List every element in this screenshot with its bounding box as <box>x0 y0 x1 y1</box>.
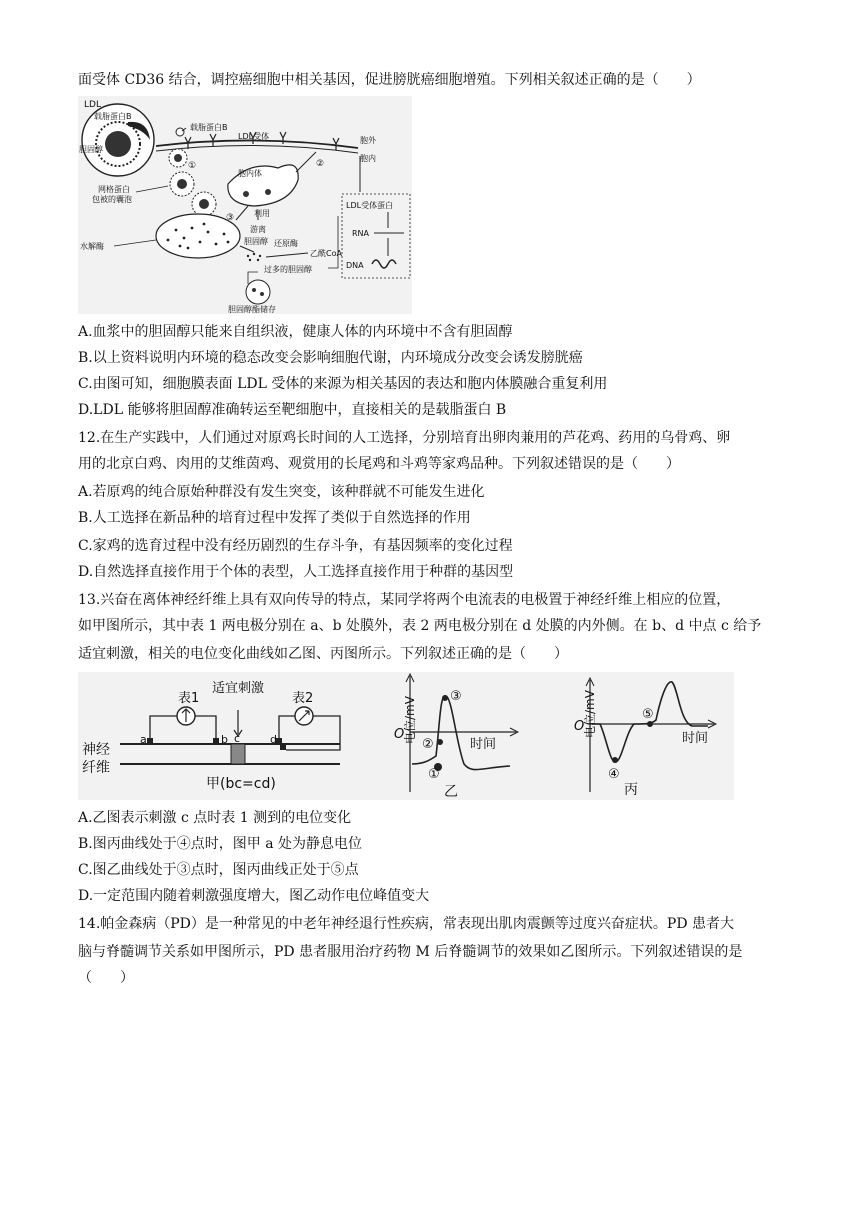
point-d-label: d <box>270 733 277 746</box>
q11-option-b: B.以上资料说明内环境的稳态改变会影响细胞代谢，内环境成分改变会诱发膀胱癌 <box>78 350 583 366</box>
step2-label: ② <box>316 159 325 169</box>
q12-option-b: B.人工选择在新品种的培育过程中发挥了类似于自然选择的作用 <box>78 510 471 526</box>
cholesterol-label: 胆固醇 <box>79 145 103 154</box>
reductase-label: 还原酶 <box>274 239 298 248</box>
storage-label: 胆固醇酯储存 <box>228 305 276 314</box>
dna-label: DNA <box>346 261 364 270</box>
q12-stem-2: 用的北京白鸡、肉用的艾维茵鸡、观赏用的长尾鸡和斗鸡等家鸡品种。下列叙述错误的是（ ） <box>78 456 680 472</box>
q14-stem-2: 脑与脊髓调节关系如甲图所示，PD 患者服用治疗药物 M 后脊髓调节的效果如乙图所示。下列叙述错误的是 <box>78 944 743 960</box>
apob-inner-label: 载脂蛋白B <box>94 112 132 121</box>
acetyl-coa-label: 乙酰CoA <box>310 249 342 258</box>
q13-option-d: D.一定范围内随着刺激强度增大，图乙动作电位峰值变大 <box>78 888 430 904</box>
ldl-diagram <box>78 96 412 314</box>
figure-yi-label: 乙 <box>444 784 458 800</box>
point-a-label: a <box>140 733 147 746</box>
q14-stem-1: 14.帕金森病（PD）是一种常见的中老年神经退行性疾病，常表现出肌肉震颤等过度兴奋症状。PD 患者大 <box>78 916 735 932</box>
q12-option-c: C.家鸡的选育过程中没有经历剧烈的生存斗争，有基因频率的变化过程 <box>78 538 513 554</box>
clathrin-label-2: 包被的囊泡 <box>92 195 132 204</box>
yi-origin-label: O <box>394 727 405 742</box>
step3-label: ③ <box>226 213 235 223</box>
rna-label: RNA <box>352 229 370 238</box>
q12-option-a: A.若原鸡的纯合原始种群没有发生突变，该种群就不可能发生进化 <box>78 484 485 500</box>
ldl-label: LDL <box>84 100 101 110</box>
inside-label: 胞内 <box>360 154 376 163</box>
q13-option-c: C.图乙曲线处于③点时，图丙曲线正处于⑤点 <box>78 862 359 878</box>
stimulus-label: 适宜刺激 <box>212 681 265 696</box>
figure-bing-label: 丙 <box>624 782 638 798</box>
figure-jia-label: 甲(bc=cd) <box>206 776 276 792</box>
point-c-label: c <box>234 732 241 745</box>
nerve-fiber-diagram <box>82 680 340 792</box>
q13-stem-2: 如甲图所示，其中表 1 两电极分别在 a、b 处膜外，表 2 两电极分别在 d 处膜的内外侧。在 b、d 中点 c 给予 <box>78 618 762 634</box>
ldl-receptor-label: LDL受体 <box>238 132 270 141</box>
yi-point2-label: ② <box>422 737 434 752</box>
nerve-label-1: 神经 <box>82 742 110 758</box>
step1-label: ① <box>188 161 197 171</box>
apob-label: 载脂蛋白B <box>190 123 228 132</box>
q11-option-d: D.LDL 能够将胆固醇准确转运至靶细胞中，直接相关的是载脂蛋白 B <box>78 402 507 418</box>
bing-yaxis-label: 电位/mV <box>583 690 597 738</box>
outside-label: 胞外 <box>360 136 376 145</box>
bing-point5-label: ⑤ <box>642 707 654 722</box>
q11-stem-tail: 面受体 CD36 结合，调控癌细胞中相关基因，促进膀胱癌细胞增殖。下列相关叙述正确的是（ ） <box>78 72 701 88</box>
meter2-label: 表2 <box>292 691 314 706</box>
yi-point3-label: ③ <box>450 689 462 704</box>
clathrin-label-1: 网格蛋白 <box>98 185 130 194</box>
bing-point4-label: ④ <box>608 767 620 782</box>
yi-xaxis-label: 时间 <box>470 737 497 752</box>
q13-option-a: A.乙图表示刺激 c 点时表 1 测到的电位变化 <box>78 810 352 826</box>
yi-yaxis-label: 电位/mV <box>403 696 417 744</box>
free-label-2: 胆固醇 <box>244 237 268 246</box>
lysosome-enzyme-label: 水解酶 <box>80 242 104 251</box>
meter1-label: 表1 <box>178 691 200 706</box>
ldl-receptor-protein-label: LDL受体蛋白 <box>346 201 394 210</box>
bing-xaxis-label: 时间 <box>682 731 709 746</box>
q13-option-b: B.图丙曲线处于④点时，图甲 a 处为静息电位 <box>78 836 362 852</box>
free-label-1: 游离 <box>250 225 266 234</box>
q13-stem-3: 适宜刺激，相关的电位变化曲线如乙图、丙图所示。下列叙述正确的是（ ） <box>78 646 568 662</box>
excess-label: 过多的胆固醇 <box>264 265 312 274</box>
q13-stem-1: 13.兴奋在离体神经纤维上具有双向传导的特点，某同学将两个电流表的电极置于神经纤维上相应的位置， <box>78 592 731 608</box>
endosome-label: 胞内体 <box>238 169 262 178</box>
use-label: 利用 <box>254 209 270 218</box>
nerve-label-2: 纤维 <box>82 760 110 776</box>
potential-curve-bing <box>574 678 716 798</box>
point-b-label: b <box>221 733 228 746</box>
q14-stem-3: （ ） <box>78 970 134 986</box>
potential-curve-yi <box>394 674 518 800</box>
q11-option-c: C.由图可知，细胞膜表面 LDL 受体的来源为相关基因的表达和胞内体膜融合重复利用 <box>78 376 608 392</box>
q12-stem-1: 12.在生产实践中，人们通过对原鸡长时间的人工选择，分别培育出卵肉兼用的芦花鸡、药用的乌骨鸡、卵 <box>78 430 731 446</box>
q12-option-d: D.自然选择直接作用于个体的表型，人工选择直接作用于种群的基因型 <box>78 564 514 580</box>
bing-origin-label: O <box>574 719 585 734</box>
nerve-potential-figure <box>78 672 734 800</box>
yi-point1-label: ① <box>428 767 440 782</box>
q11-option-a: A.血浆中的胆固醇只能来自组织液，健康人体的内环境中不含有胆固醇 <box>78 324 513 340</box>
